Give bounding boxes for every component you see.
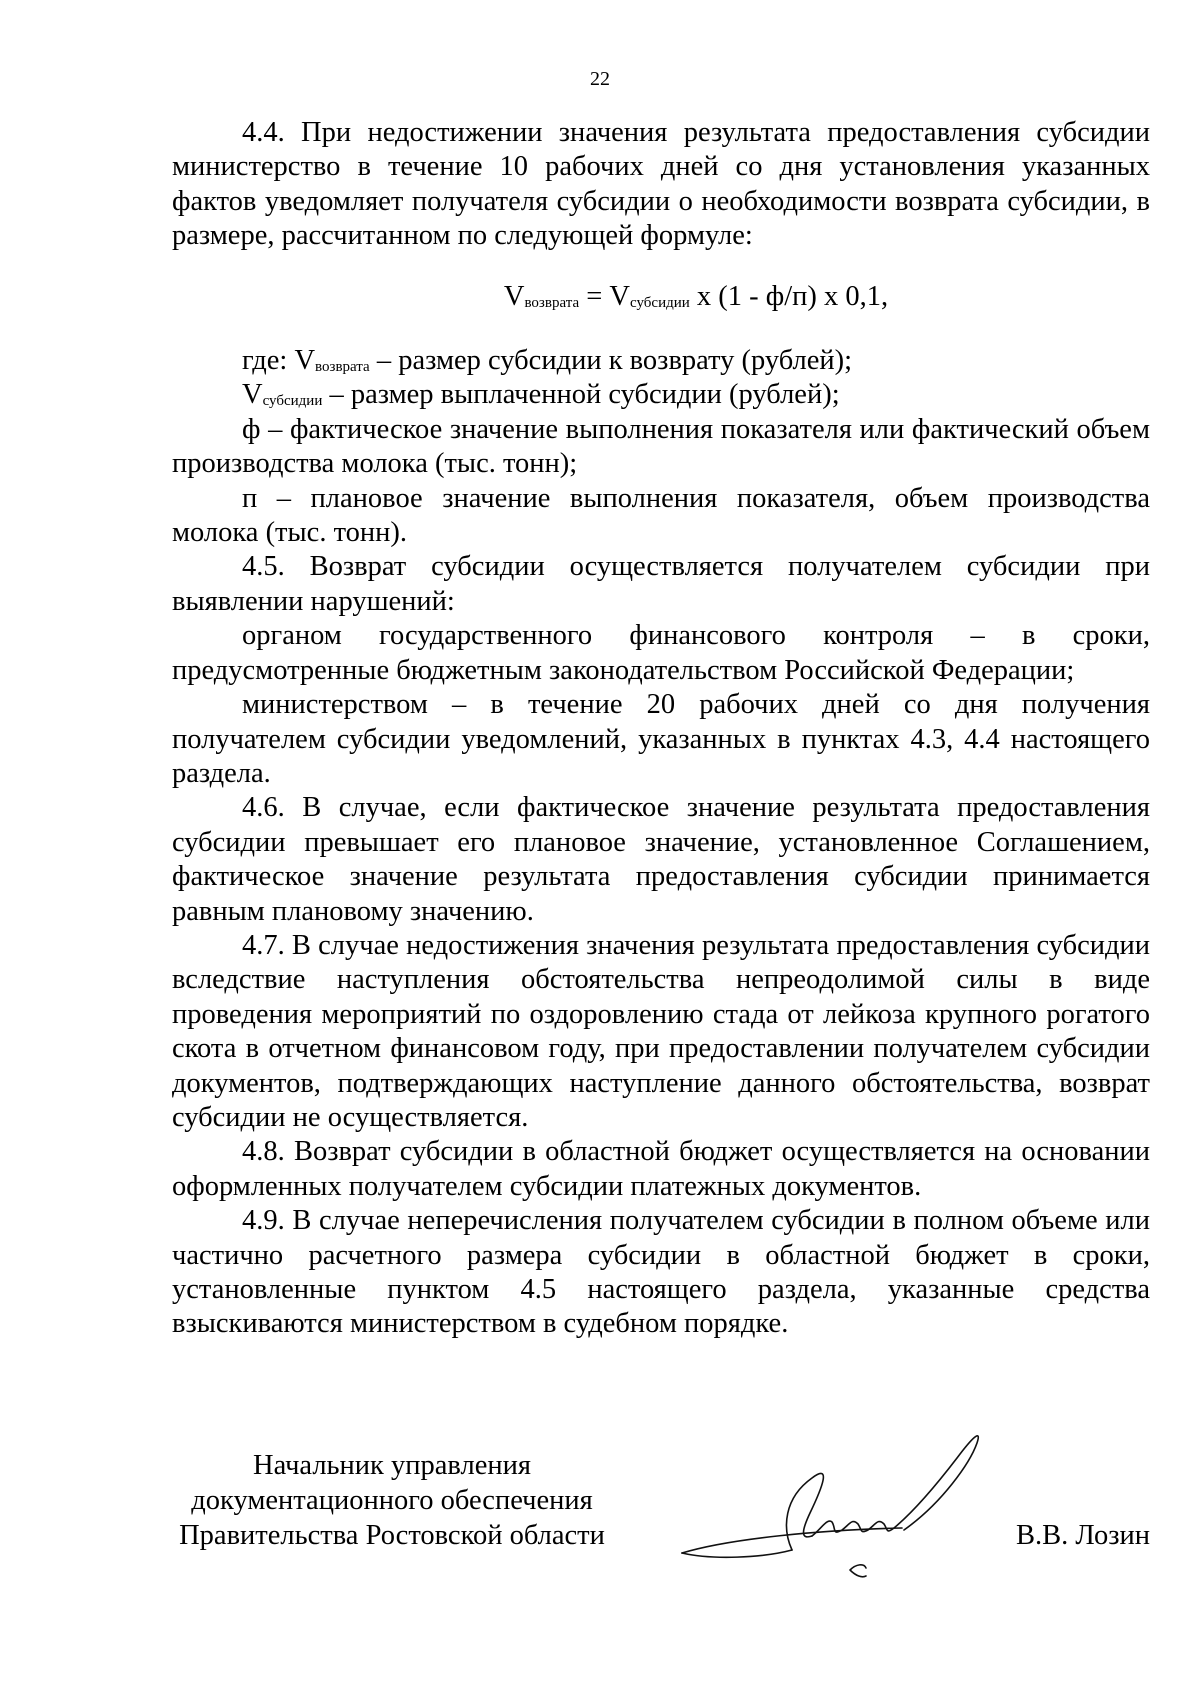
signatory-position [172,1448,612,1553]
paragraph-4-6: 4.6. В случае, если фактическое значение результата предоставления субсидии превышает его плановое значение, установленное Соглашением, фактическое значение результата предоставления субсидии принимается равным плановому значению. [172,792,1150,927]
signature-block [172,1448,1150,1648]
paragraph-4-5-a: органом государственного финансового контроля – в сроки, предусмотренные бюджетным законодательством Российской Федерации; [172,620,1150,686]
paragraph-4-4: 4.4. При недостижении значения результата предоставления субсидии министерство в течение 10 рабочих дней со дня установления указанных фактов уведомляет получателя субсидии о необходимости возврата субсидии, в размере, рассчитанном по следующей формуле: [172,117,1150,252]
vsub-prefix: V [242,379,263,411]
position-line-2: документационного обеспечения [191,1485,593,1516]
where-text: – размер субсидии к возврату (рублей); [369,345,853,377]
formula-sub-vozvrata: возврата [524,294,580,311]
document-body [172,116,1150,1342]
formula-v1: V [503,280,525,312]
signatory-name: В.В. Лозин [1015,1520,1150,1551]
paragraph-4-5-b: министерством – в течение 20 рабочих дней со дня получения получателем субсидии уведомлений, указанных в пунктах 4.3, 4.4 настоящего раздела. [172,689,1150,789]
formula-sub-subsidii: субсидии [630,294,690,311]
formula-rest: х (1 - ф/п) х 0,1, [689,280,889,312]
where-sub: возврата [315,359,370,376]
position-line-3: Правительства Ростовской области [179,1520,605,1551]
where-subsidii [172,378,1150,412]
formula [172,280,1150,314]
vsub-sub: субсидии [262,393,323,410]
paragraph-4-7: 4.7. В случае недостижения значения результата предоставления субсидии вследствие наступления обстоятельства непреодолимой силы в виде проведения мероприятий по оздоровлению стада от лейкоза крупного рогатого скота в отчетном финансовом году, при предоставлении получателем субсидии документов, подтверждающих наступление данного обстоятельства, возврат субсидии не осуществляется. [172,929,1150,1133]
vsub-text: – размер выплаченной субсидии (рублей); [322,379,840,411]
where-pi: п – плановое значение выполнения показателя, объем производства молока (тыс. тонн). [172,482,1150,549]
page-number: 22 [590,68,610,90]
paragraph-4-8: 4.8. Возврат субсидии в областной бюджет осуществляется на основании оформленных получателем субсидии платежных документов. [172,1136,1150,1202]
where-prefix: где: V [242,345,316,377]
position-line-1: Начальник управления [253,1450,531,1481]
where-phi: ф – фактическое значение выполнения показателя или фактический объем производства молока (тыс. тонн); [172,413,1150,480]
where-vozvrata [172,344,1150,378]
formula-eq: = V [579,280,631,312]
paragraph-4-9: 4.9. В случае неперечисления получателем субсидии в полном объеме или частично расчетного размера субсидии в областной бюджет в сроки, установленные пунктом 4.5 настоящего раздела, указанные средства взыскиваются министерством в судебном порядке. [172,1205,1150,1340]
handwritten-signature-icon [672,1418,1002,1598]
paragraph-4-5: 4.5. Возврат субсидии осуществляется получателем субсидии при выявлении нарушений: [172,551,1150,617]
